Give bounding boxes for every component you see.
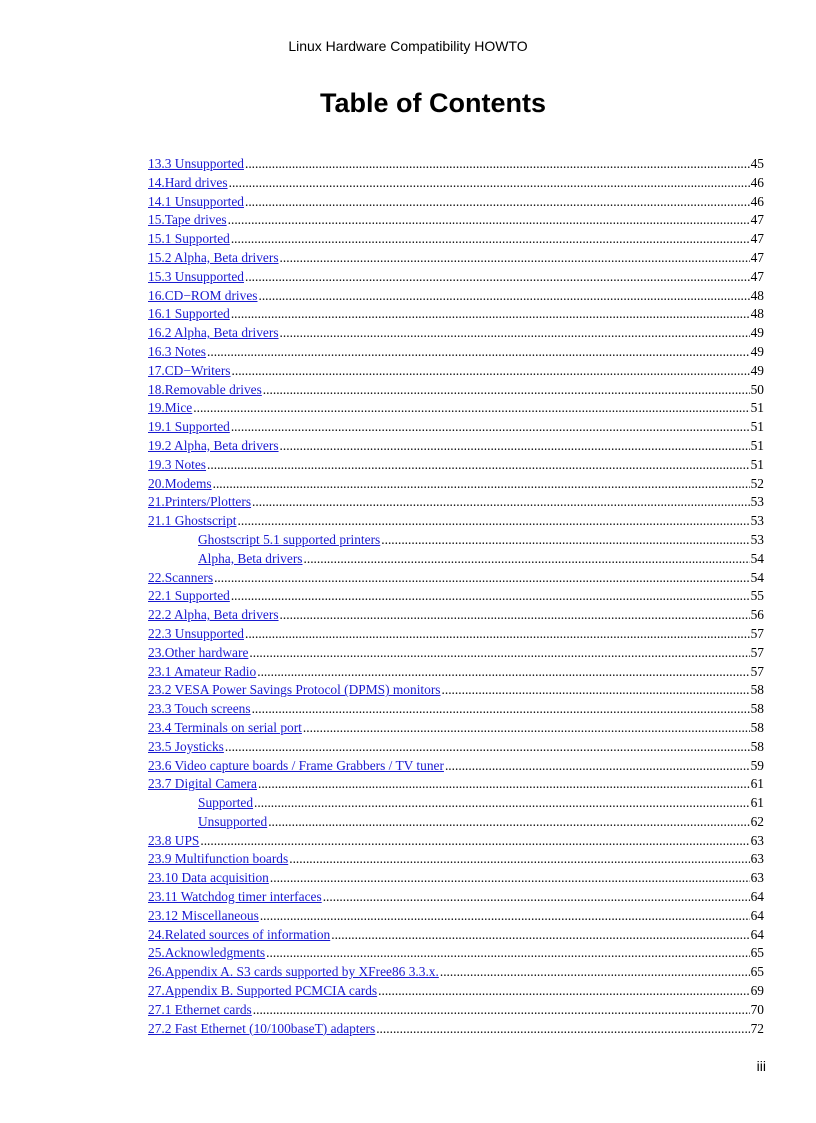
toc-link[interactable]: 22.1 Supported xyxy=(148,588,230,604)
toc-link[interactable]: 15.2 Alpha, Beta drivers xyxy=(148,249,279,265)
toc-entry xyxy=(148,926,764,945)
toc-entry xyxy=(148,944,764,963)
toc-link[interactable]: 19.3 Notes xyxy=(148,456,207,472)
toc-link[interactable]: Supported xyxy=(198,795,254,811)
toc-entry xyxy=(148,456,764,475)
dot-leader xyxy=(229,174,750,193)
toc-entry xyxy=(148,869,764,888)
toc-page-number: 61 xyxy=(750,795,764,811)
dot-leader xyxy=(263,381,750,400)
dot-leader xyxy=(193,399,749,418)
toc-link[interactable]: 18.Removable drives xyxy=(148,381,262,397)
toc-link[interactable]: 15.3 Unsupported xyxy=(148,268,244,284)
toc-page-number: 58 xyxy=(750,738,764,754)
dot-leader xyxy=(249,644,749,663)
toc-entry xyxy=(148,757,764,776)
table-of-contents xyxy=(148,155,764,1038)
toc-link[interactable]: 16.1 Supported xyxy=(148,306,230,322)
toc-link[interactable]: 21.1 Ghostscript xyxy=(148,513,237,529)
toc-entry xyxy=(148,738,764,757)
dot-leader xyxy=(378,982,749,1001)
toc-page-number: 58 xyxy=(750,682,764,698)
dot-leader xyxy=(266,944,749,963)
toc-page-number: 64 xyxy=(750,926,764,942)
toc-page-number: 46 xyxy=(750,193,764,209)
toc-entry xyxy=(148,174,764,193)
dot-leader xyxy=(213,475,750,494)
toc-entry xyxy=(148,569,764,588)
toc-page-number: 51 xyxy=(750,456,764,472)
dot-leader xyxy=(268,813,749,832)
toc-link[interactable]: 22.3 Unsupported xyxy=(148,625,244,641)
dot-leader xyxy=(254,794,750,813)
toc-link[interactable]: 21.Printers/Plotters xyxy=(148,494,252,510)
toc-entry xyxy=(148,644,764,663)
toc-entry xyxy=(148,888,764,907)
toc-link[interactable]: 23.7 Digital Camera xyxy=(148,776,257,792)
toc-entry xyxy=(148,625,764,644)
toc-link[interactable]: 19.2 Alpha, Beta drivers xyxy=(148,437,279,453)
toc-page-number: 59 xyxy=(750,757,764,773)
toc-link[interactable]: 26.Appendix A. S3 cards supported by XFree86 3.3.x. xyxy=(148,964,439,980)
toc-page-number: 58 xyxy=(750,719,764,735)
toc-link[interactable]: 17.CD−Writers xyxy=(148,362,231,378)
toc-page-number: 57 xyxy=(750,625,764,641)
toc-entry xyxy=(148,305,764,324)
toc-entry xyxy=(148,287,764,306)
toc-link[interactable]: 23.5 Joysticks xyxy=(148,738,224,754)
toc-entry xyxy=(148,1020,764,1039)
toc-page-number: 51 xyxy=(750,437,764,453)
dot-leader xyxy=(252,700,750,719)
toc-link[interactable]: 23.4 Terminals on serial port xyxy=(148,719,302,735)
dot-leader xyxy=(323,888,750,907)
toc-entry xyxy=(148,512,764,531)
dot-leader xyxy=(303,719,750,738)
toc-entry xyxy=(148,249,764,268)
dot-leader xyxy=(260,907,750,926)
toc-link[interactable]: 23.12 Miscellaneous xyxy=(148,907,259,923)
toc-entry xyxy=(148,362,764,381)
toc-page-number: 63 xyxy=(750,832,764,848)
toc-page-number: 47 xyxy=(750,212,764,228)
dot-leader xyxy=(231,587,750,606)
toc-entry xyxy=(148,268,764,287)
toc-link[interactable]: 24.Related sources of information xyxy=(148,926,331,942)
page-number: iii xyxy=(756,1058,766,1074)
dot-leader xyxy=(252,493,750,512)
toc-page-number: 47 xyxy=(750,249,764,265)
toc-link[interactable]: 15.1 Supported xyxy=(148,231,230,247)
toc-page-number: 47 xyxy=(750,231,764,247)
toc-entry xyxy=(148,475,764,494)
dot-leader xyxy=(245,625,750,644)
toc-page-number: 62 xyxy=(750,813,764,829)
toc-link[interactable]: 27.1 Ethernet cards xyxy=(148,1001,252,1017)
dot-leader xyxy=(280,606,750,625)
toc-entry xyxy=(148,700,764,719)
dot-leader xyxy=(238,512,750,531)
dot-leader xyxy=(253,1001,750,1020)
toc-link[interactable]: 23.1 Amateur Radio xyxy=(148,663,257,679)
toc-entry xyxy=(148,587,764,606)
toc-entry xyxy=(148,850,764,869)
toc-page-number: 65 xyxy=(750,945,764,961)
toc-entry xyxy=(148,155,764,174)
dot-leader xyxy=(225,738,750,757)
dot-leader xyxy=(207,456,750,475)
toc-link[interactable]: 23.Other hardware xyxy=(148,644,249,660)
toc-entry xyxy=(148,719,764,738)
toc-page-number: 57 xyxy=(750,663,764,679)
dot-leader xyxy=(289,850,749,869)
toc-page-number: 47 xyxy=(750,268,764,284)
toc-page-number: 46 xyxy=(750,174,764,190)
dot-leader xyxy=(376,1020,749,1039)
toc-entry xyxy=(148,399,764,418)
toc-page-number: 53 xyxy=(750,513,764,529)
dot-leader xyxy=(280,249,750,268)
toc-page-number: 70 xyxy=(750,1001,764,1017)
toc-entry xyxy=(148,437,764,456)
toc-link[interactable]: 22.2 Alpha, Beta drivers xyxy=(148,607,279,623)
toc-entry xyxy=(148,531,764,550)
toc-page-number: 52 xyxy=(750,475,764,491)
toc-entry xyxy=(148,775,764,794)
toc-entry xyxy=(148,381,764,400)
toc-link[interactable]: 23.3 Touch screens xyxy=(148,701,251,717)
toc-entry xyxy=(148,324,764,343)
toc-entry xyxy=(148,982,764,1001)
dot-leader xyxy=(231,230,750,249)
dot-leader xyxy=(245,193,750,212)
toc-page-number: 49 xyxy=(750,362,764,378)
toc-link[interactable]: 23.8 UPS xyxy=(148,832,200,848)
toc-entry xyxy=(148,211,764,230)
toc-entry xyxy=(148,550,764,569)
toc-page-number: 72 xyxy=(750,1020,764,1036)
toc-page-number: 64 xyxy=(750,889,764,905)
dot-leader xyxy=(304,550,750,569)
toc-link[interactable]: 25.Acknowledgments xyxy=(148,945,266,961)
toc-page-number: 49 xyxy=(750,325,764,341)
dot-leader xyxy=(258,287,749,306)
toc-entry xyxy=(148,1001,764,1020)
toc-page-number: 48 xyxy=(750,306,764,322)
toc-page-number: 63 xyxy=(750,870,764,886)
toc-link[interactable]: 13.3 Unsupported xyxy=(148,156,244,171)
toc-link[interactable]: 20.Modems xyxy=(148,475,212,491)
dot-leader xyxy=(200,832,749,851)
toc-link[interactable]: 14.Hard drives xyxy=(148,174,228,190)
toc-page-number: 54 xyxy=(750,550,764,566)
dot-leader xyxy=(331,926,749,945)
dot-leader xyxy=(445,757,750,776)
toc-page-number: 50 xyxy=(750,381,764,397)
toc-link[interactable]: 16.3 Notes xyxy=(148,343,207,359)
toc-entry xyxy=(148,193,764,212)
toc-entry xyxy=(148,493,764,512)
dot-leader xyxy=(442,681,750,700)
toc-link[interactable]: 22.Scanners xyxy=(148,569,214,585)
toc-page-number: 49 xyxy=(750,343,764,359)
toc-link[interactable]: 19.1 Supported xyxy=(148,419,230,435)
toc-page-number: 58 xyxy=(750,701,764,717)
dot-leader xyxy=(231,418,750,437)
dot-leader xyxy=(214,569,750,588)
toc-entry xyxy=(148,832,764,851)
toc-page-number: 48 xyxy=(750,287,764,303)
toc-link[interactable]: 19.Mice xyxy=(148,400,193,416)
toc-page-number: 51 xyxy=(750,419,764,435)
toc-link[interactable]: 16.CD−ROM drives xyxy=(148,287,258,303)
toc-link[interactable]: 23.10 Data acquisition xyxy=(148,870,269,886)
dot-leader xyxy=(245,155,750,174)
dot-leader xyxy=(207,343,750,362)
toc-link[interactable]: Ghostscript 5.1 supported printers xyxy=(198,531,381,547)
dot-leader xyxy=(258,775,750,794)
dot-leader xyxy=(257,663,749,682)
toc-link[interactable]: Unsupported xyxy=(198,813,268,829)
toc-link[interactable]: 23.6 Video capture boards / Frame Grabbers / TV tuner xyxy=(148,757,444,773)
toc-page-number: 45 xyxy=(750,156,764,171)
dot-leader xyxy=(232,362,750,381)
toc-link[interactable]: 14.1 Unsupported xyxy=(148,193,244,209)
toc-page-number: 65 xyxy=(750,964,764,980)
toc-page-number: 63 xyxy=(750,851,764,867)
toc-page-number: 69 xyxy=(750,983,764,999)
toc-entry xyxy=(148,343,764,362)
toc-link[interactable]: 15.Tape drives xyxy=(148,212,227,228)
toc-page-number: 61 xyxy=(750,776,764,792)
toc-page-number: 56 xyxy=(750,607,764,623)
toc-page-number: 54 xyxy=(750,569,764,585)
page-title: Table of Contents xyxy=(320,88,546,118)
toc-entry xyxy=(148,794,764,813)
toc-page-number: 57 xyxy=(750,644,764,660)
toc-link[interactable]: 23.9 Multifunction boards xyxy=(148,851,289,867)
toc-entry xyxy=(148,606,764,625)
toc-page-number: 51 xyxy=(750,400,764,416)
toc-entry xyxy=(148,681,764,700)
toc-page-number: 55 xyxy=(750,588,764,604)
toc-entry xyxy=(148,813,764,832)
toc-page-number: 53 xyxy=(750,494,764,510)
toc-entry xyxy=(148,663,764,682)
running-header: Linux Hardware Compatibility HOWTO xyxy=(288,38,528,54)
dot-leader xyxy=(231,305,750,324)
toc-link[interactable]: 27.2 Fast Ethernet (10/100baseT) adapters xyxy=(148,1020,376,1036)
toc-link[interactable]: 27.Appendix B. Supported PCMCIA cards xyxy=(148,983,378,999)
dot-leader xyxy=(280,324,750,343)
toc-entry xyxy=(148,907,764,926)
dot-leader xyxy=(440,963,750,982)
toc-entry xyxy=(148,963,764,982)
dot-leader xyxy=(245,268,750,287)
toc-page-number: 64 xyxy=(750,907,764,923)
toc-entry xyxy=(148,230,764,249)
dot-leader xyxy=(270,869,750,888)
dot-leader xyxy=(381,531,749,550)
toc-page-number: 53 xyxy=(750,531,764,547)
toc-link[interactable]: 23.11 Watchdog timer interfaces xyxy=(148,889,322,905)
toc-link[interactable]: 16.2 Alpha, Beta drivers xyxy=(148,325,279,341)
dot-leader xyxy=(228,211,750,230)
dot-leader xyxy=(280,437,750,456)
toc-link[interactable]: Alpha, Beta drivers xyxy=(198,550,303,566)
toc-link[interactable]: 23.2 VESA Power Savings Protocol (DPMS) monitors xyxy=(148,682,441,698)
toc-entry xyxy=(148,418,764,437)
